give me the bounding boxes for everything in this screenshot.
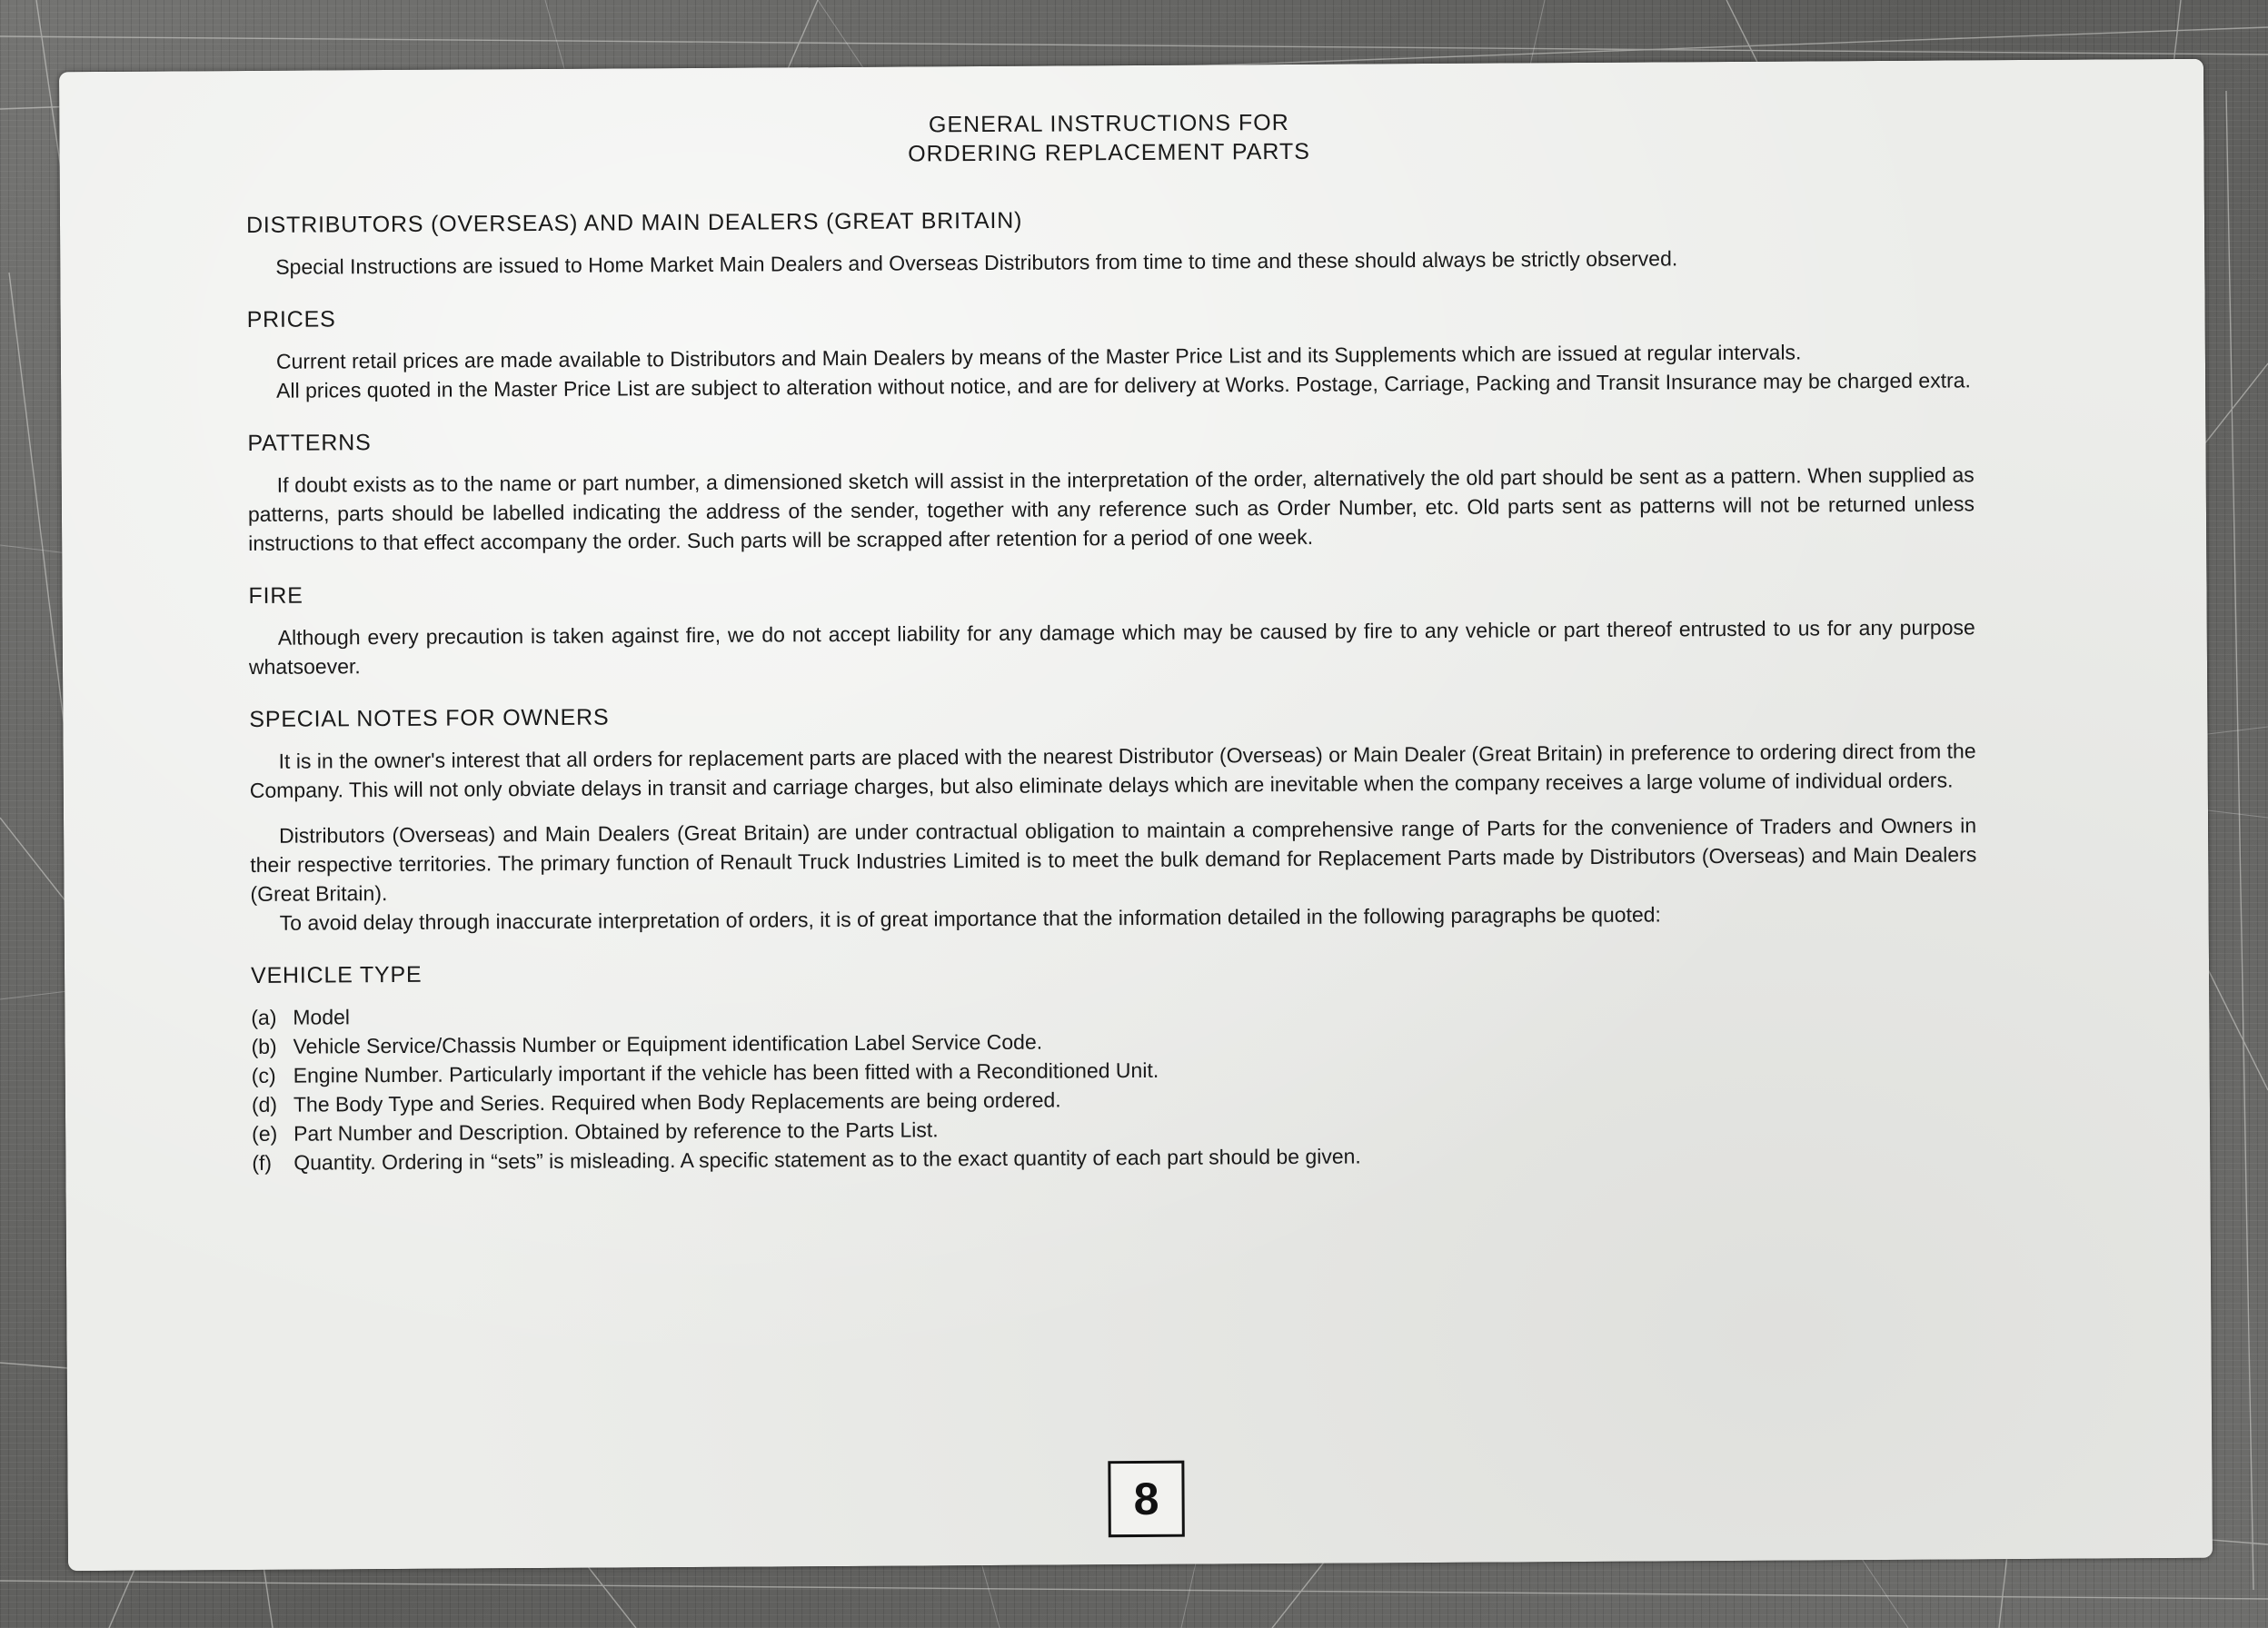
- page-content: [245, 104, 1978, 1196]
- list-marker: (a): [251, 1005, 277, 1029]
- section-distributors: [246, 200, 1973, 282]
- list-item-text: Vehicle Service/Chassis Number or Equipment identification Label Service Code.: [293, 1029, 1043, 1058]
- section-prices: [247, 294, 1975, 405]
- list-marker: (e): [252, 1121, 278, 1146]
- list-marker: (d): [251, 1092, 278, 1117]
- section-heading: SPECIAL NOTES FOR OWNERS: [249, 704, 610, 732]
- vehicle-info-list: [251, 992, 1978, 1177]
- title-line-2: ORDERING REPLACEMENT PARTS: [908, 138, 1311, 167]
- list-marker: (f): [252, 1150, 273, 1175]
- title-line-1: GENERAL INSTRUCTIONS FOR: [928, 109, 1289, 138]
- section-heading: PATTERNS: [247, 430, 372, 456]
- section-patterns: [247, 418, 1975, 558]
- list-marker: (c): [251, 1063, 276, 1087]
- paragraph: It is in the owner's interest that all orders for replacement parts are placed with the nearest Distributor (Overseas) or Main Dealer (Great Britain) in preference to ordering direct from the Company. This will not only obviate delays in transit and carriage charges, but also eliminate delays which are inevitable when the company receives a large volume of individual orders.: [249, 739, 1976, 802]
- list-item-text: Engine Number. Particularly important if the vehicle has been fitted with a Reconditioned Unit.: [293, 1057, 1159, 1087]
- section-fire: [248, 571, 1975, 681]
- list-item-text: Model: [293, 1005, 351, 1029]
- page-title: [245, 104, 1972, 173]
- paragraph: To avoid delay through inaccurate interpretation of orders, it is of great importance that the information detailed in the following paragraphs be quoted:: [279, 902, 1661, 935]
- section-vehicle-type: [251, 950, 1978, 1177]
- paragraph: Current retail prices are made available to Distributors and Main Dealers by means of the Master Price List and its Supplements which are issued at regular intervals.: [275, 340, 1802, 373]
- section-heading: FIRE: [248, 582, 303, 609]
- section-heading: DISTRIBUTORS (OVERSEAS) AND MAIN DEALERS (GREAT BRITAIN): [245, 207, 1023, 238]
- paragraph: Although every precaution is taken against fire, we do not accept liability for any damage which may be caused by fire to any vehicle or part thereof entrusted to us for any purpose whatsoever.: [248, 615, 1975, 679]
- list-item-text: The Body Type and Series. Required when Body Replacements are being ordered.: [293, 1087, 1061, 1117]
- paragraph: Special Instructions are issued to Home Market Main Dealers and Overseas Distributors from time to time and these should always be strictly observed.: [275, 246, 1678, 279]
- paragraph: If doubt exists as to the name or part number, a dimensioned sketch will assist in the interpretation of the order, alternatively the old part should be sent as a pattern. When supplied as patterns, parts should be labelled indicating the address of the sender, together with any reference such as Order Number, etc. Old parts sent as patterns will not be returned unless instructions to that effect accompany the order. Such parts will be scrapped after retention for a period of one week.: [247, 462, 1975, 555]
- section-heading: PRICES: [246, 306, 336, 333]
- paragraph: All prices quoted in the Master Price List are subject to alteration without notice, and are for delivery at Works. Postage, Carriage, Packing and Transit Insurance may be charged extra.: [276, 368, 1971, 402]
- list-item-text: Part Number and Description. Obtained by reference to the Parts List.: [293, 1117, 939, 1146]
- section-owners: [249, 694, 1977, 938]
- section-heading: VEHICLE TYPE: [250, 961, 423, 988]
- list-marker: (b): [251, 1034, 277, 1058]
- paragraph: Distributors (Overseas) and Main Dealers (Great Britain) are under contractual obligation to maintain a comprehensive range of Parts for the convenience of Traders and Owners in their respective territories. The primary function of Renault Truck Industries Limited is to meet the bulk demand for Replacement Parts made by Distributors (Overseas) and Main Dealers (Great Britain).: [250, 813, 1977, 906]
- instruction-page: [59, 59, 2213, 1571]
- list-item-text: Quantity. Ordering in “sets” is misleading. A specific statement as to the exact quantity of each part should be given.: [293, 1144, 1361, 1175]
- page-number: 8: [1108, 1461, 1185, 1538]
